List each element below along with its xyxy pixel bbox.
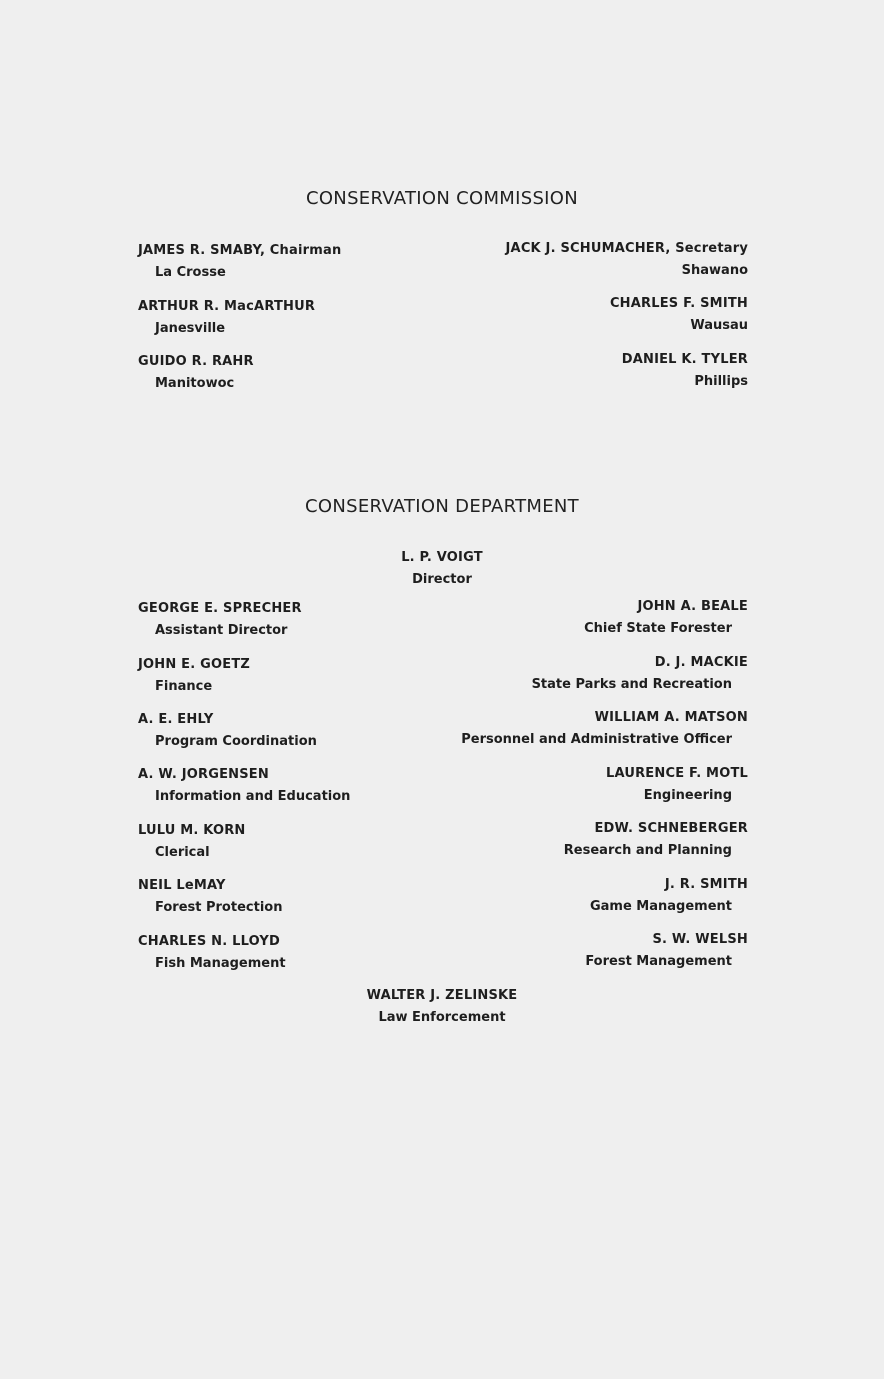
member-role: Forest Management	[585, 954, 732, 969]
department-member	[461, 707, 748, 751]
member-name: GEORGE E. SPRECHER	[138, 601, 302, 616]
department-member	[138, 875, 282, 919]
department-member	[138, 764, 350, 808]
member-role: Finance	[155, 679, 213, 694]
commission-member	[622, 349, 748, 393]
department-member	[138, 820, 246, 864]
member-role: Personnel and Administrative Officer	[461, 732, 732, 747]
member-place: Wausau	[690, 318, 748, 333]
member-place: La Crosse	[155, 265, 226, 280]
member-name: LAURENCE F. MOTL	[606, 766, 748, 781]
member-name: LULU M. KORN	[138, 823, 246, 838]
member-place: Janesville	[155, 321, 226, 336]
member-role: Program Coordination	[155, 734, 317, 749]
member-name: A. E. EHLY	[138, 712, 214, 727]
member-place: Shawano	[681, 263, 748, 278]
member-name: D. J. MACKIE	[654, 655, 748, 670]
department-member	[563, 818, 748, 862]
department-member	[584, 596, 748, 640]
member-role: Research and Planning	[563, 843, 732, 858]
member-name: WILLIAM A. MATSON	[594, 710, 748, 725]
member-name: EDW. SCHNEBERGER	[594, 821, 748, 836]
member-name: J. R. SMITH	[664, 877, 748, 892]
member-name: CHARLES N. LLOYD	[138, 934, 280, 949]
member-place: Manitowoc	[155, 376, 235, 391]
department-member	[138, 709, 317, 753]
department-member	[585, 929, 748, 973]
department-member	[531, 652, 748, 696]
commission-member	[138, 240, 341, 284]
commission-member	[138, 296, 315, 340]
commission-member	[610, 293, 748, 337]
member-role: State Parks and Recreation	[531, 677, 732, 692]
member-role: Clerical	[155, 845, 210, 860]
member-role: Chief State Forester	[584, 621, 732, 636]
member-name: CHARLES F. SMITH	[609, 296, 748, 311]
member-role: Game Management	[589, 899, 732, 914]
member-name: DANIEL K. TYLER	[621, 352, 748, 367]
member-name: NEIL LeMAY	[138, 878, 226, 893]
commission-member	[138, 351, 254, 395]
member-name: A. W. JORGENSEN	[138, 767, 269, 782]
department-member	[138, 654, 250, 698]
director-role: Director	[412, 572, 472, 587]
department-director	[0, 547, 884, 591]
department-member	[138, 598, 302, 642]
member-role: Information and Education	[155, 789, 351, 804]
department-member	[138, 931, 286, 975]
member-name: JAMES R. SMABY, Chairman	[138, 243, 342, 258]
member-name: JOHN E. GOETZ	[138, 657, 251, 672]
commission-heading: CONSERVATION COMMISSION	[305, 188, 579, 209]
member-name: WALTER J. ZELINSKE	[366, 988, 518, 1003]
department-member	[589, 874, 748, 918]
member-name: GUIDO R. RAHR	[138, 354, 254, 369]
member-name: S. W. WELSH	[652, 932, 748, 947]
member-role: Law Enforcement	[378, 1010, 506, 1025]
director-name: L. P. VOIGT	[401, 550, 483, 565]
member-role: Forest Protection	[155, 900, 283, 915]
commission-member	[506, 238, 748, 282]
department-member	[606, 763, 748, 807]
member-role: Engineering	[643, 788, 732, 803]
member-role: Assistant Director	[155, 623, 288, 638]
department-member	[0, 985, 884, 1029]
member-role: Fish Management	[155, 956, 286, 971]
member-name: JOHN A. BEALE	[637, 599, 748, 614]
member-place: Phillips	[694, 374, 748, 389]
member-name: JACK J. SCHUMACHER, Secretary	[505, 241, 748, 256]
department-heading: CONSERVATION DEPARTMENT	[305, 496, 579, 517]
member-name: ARTHUR R. MacARTHUR	[138, 299, 316, 314]
